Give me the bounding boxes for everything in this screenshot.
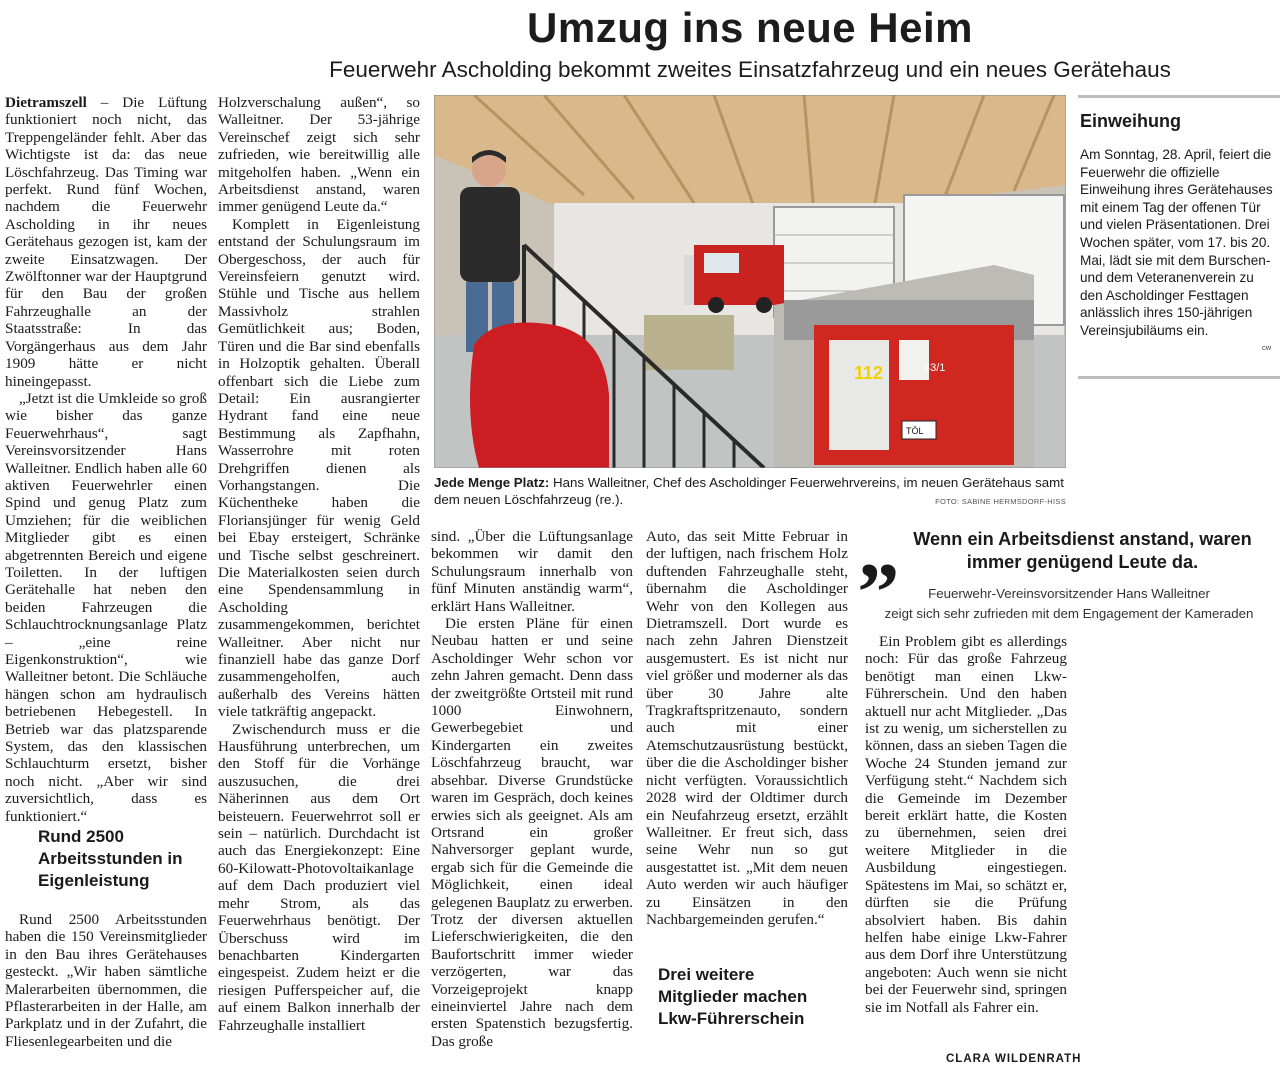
paragraph: Ein Problem gibt es allerdings noch: Für das große Fahrzeug benötigt man einen Lkw-Führerschein. Und den haben aktuell nur acht Mitglieder. „Das ist zu wenig, um sicherstellen zu können, dass an sieben Tagen die Woche 24 Stunden jemand zur Verfügung steht.“ Nachdem sich die Gemeinde im Dezember bereit erklärt hatte, die Kosten zu übernehmen, seien drei weitere Mitglieder in die Ausbildung eingestiegen. Spätestens im Mai, so schätzt er, dürften sie die Prüfung absolviert haben. Bis dahin helfen habe einige Lkw-Fahrer aus dem Dorf ihre Unterstützung angeboten: Auch wenn sie nicht bei der Feuerwehr sind, springen sie im Notfall als Fahrer ein. [865,633,1067,1016]
quote-mark-icon: „ [858,503,900,596]
paragraph: Rund 2500 Arbeitsstunden haben die 150 Vereinsmitglieder in den Bau ihres Gerätehauses gesteckt. „Wir haben sämtliche Malerarbeiten übernommen, die Pflasterarbeiten in der Halle, am Parkplatz und in der Zufahrt, die Fliesenlegearbeiten und die [5,911,207,1050]
pull-quote-text: Wenn ein Arbeitsdienst anstand, waren immer genügend Leute da. [913,529,1252,572]
paragraph: Holzverschalung außen“, so Walleitner. Der 53-jährige Vereinschef zeigt sich sehr zufrieden, wie bereitwillig alle mitgeholfen haben. „Wenn ein Arbeitsdienst anstand, waren immer genügend Leute da.“ [218,94,420,216]
caption-text: Hans Walleitner, Chef des Ascholdinger Feuerwehrvereins, im neuen Gerätehaus samt dem neuen Löschfahrzeug (re.). [434,475,1064,507]
article-headline: Umzug ins neue Heim [527,4,973,51]
pull-quote-attribution [860,584,1278,623]
paragraph: Auto, das seit Mitte Februar in der luftigen, nach frischem Holz duftenden Fahrzeughalle steht, übernahm die Ascholdinger Wehr von den Kollegen aus Dietramszell. Dort wurde es nach zehn Jahren Dienstzeit ausgemustert. Es ist nicht nur viel größer und moderner als das über 30 Jahre alte Tragkraftspritzenauto, sondern auch mit einer Atemschutzausrüstung bestückt, über die die Ascholdinger bisher nicht verfügten. Voraussichtlich 2028 wird der Oldtimer durch ein Neufahrzeug ersetzt, erzählt Walleitner. Er freut sich, dass seine Wehr nun so gut ausgestattet ist. „Mit dem neuen Auto werden wir auch häufiger zu Einsätzen in den Nachbargemeinden gerufen.“ [646,528,848,928]
fire-station-photo [434,95,1066,468]
article-subheadline: Feuerwehr Ascholding bekommt zweites Einsatzfahrzeug und ein neues Gerätehaus [329,57,1171,82]
paragraph: Komplett in Eigenleistung entstand der Schulungsraum im Obergeschoss, der auch für Vereinsfeiern genutzt wird. Stühle und Tische aus hellem Massivholz strahlen Gemütlichkeit aus; Boden, Türen und die Bar sind ebenfalls in Holzoptik gehalten. Überall offenbart sich die Liebe zum Detail: Ein ausrangierter Hydrant fand eine neue Bestimmung als Zapfhahn, Wasserrohre mit roten Drehgriffen dienen als Vorhangstangen. Die Küchentheke haben die Floriansjünger für wenig Geld bei Ebay ersteigert, Schränke und Tische selbst geschreinert. Die Materialkosten seien durch eine Spendensammlung in Ascholding zusammengekommen, berichtet Walleitner. Aber nicht nur finanziell habe das ganze Dorf zusammengeholfen, auch außerhalb des Vereins hätten viele tatkräftig angepackt. [218,215,420,721]
paragraph: Dietramszell – Die Lüftung funktioniert noch nicht, das Treppengeländer fehlt. Aber das Wichtigste ist da: das neue Löschfahrzeug. Das Timing war perfekt. Rund fünf Wochen, nachdem die Feuerwehr Ascholding in ihr neues Gerätehaus gezogen ist, kam der zweite Einsatzwagen. Der Zwölftonner war der Hauptgrund für den Bau der großen Fahrzeughalle an der Staatsstraße: In das Vorgängerhaus aus dem Jahr 1909 hätte er nicht hineingepasst. [5,94,208,390]
author-byline: CLARA WILDENRATH [946,1053,1082,1065]
text-column-4 [646,528,848,928]
attribution-line: Feuerwehr-Vereinsvorsitzender Hans Walleitner [928,586,1210,601]
text-column-2 [218,94,420,1034]
subheading-lkw-fuehrerschein: Drei weitere Mitglieder machen Lkw-Führerschein [658,965,808,1028]
paragraph: sind. „Über die Lüftungsanlage bekommen wir damit den Schulungsraum innerhalb von fünf Minuten anständig warm“, erklärt Hans Walleitner. [431,528,633,615]
truck-number: 112 [854,363,884,383]
info-box-signature: cw [1262,343,1272,352]
paragraph: Zwischendurch muss er die Hausführung unterbrechen, um den Stoff für die Vorhänge auszusuchen, die drei Näherinnen aus dem Ort beisteuern. Feuerwehrrot soll er sein – natürlich. Durchdacht ist auch das Energiekonzept: Eine 60-Kilowatt-Photovoltaikanlage auf dem Dach produziert viel mehr Strom, als das Feuerwehrhaus benötigt. Der Überschuss wird im benachbarten Kindergarten eingespeist. Zudem heizt er die riesigen Pufferspeicher auf, die auf einem Balkon innerhalb der Fahrzeughalle installiert [218,720,420,1034]
paragraph: „Jetzt ist die Umkleide so groß wie bisher das ganze Feuerwehrhaus“, sagt Vereinsvorsitzender Hans Walleitner. Endlich haben alle 60 aktiven Feuerwehrler einen Spind und genug Platz zum Umziehen; für die weiblichen Mitglieder gibt es einen abgetrennten Bereich und eigene Toiletten. In der luftigen Gerätehalle hat neben den beiden Fahrzeugen die Schlauchtrocknungsanlage Platz – „eine reine Eigenkonstruktion“, wie Walleitner betont. Die Schläuche hängen schon am hydraulisch betriebenen Hebegestell. In Betrieb war das platzsparende System, das den klassischen Schlauchturm ersetzt, bisher noch nicht. „Aber wir sind zuversichtlich, dass es funktioniert.“ [5,389,207,825]
text-column-5 [865,633,1067,1016]
info-box-text: Am Sonntag, 28. April, feiert die Feuerwehr die offizielle Einweihung ihres Gerätehauses mit einem Tag der offenen Tür und vielen Präsentationen. Drei Wochen später, vom 17. bis 20. Mai, lädt sie mit dem Burschen- und dem Veteranenverein zu den Ascholdinger Festtagen anlässlich ihres 150-jährigen Vereinsjubiläums ein. [1080,147,1273,338]
subheading-arbeitsstunden: Rund 2500 Arbeitsstunden in Eigenleistung [38,827,183,890]
caption-lead: Jede Menge Platz: [434,475,550,490]
truck-code: 43/1 [924,362,946,374]
photo-credit: FOTO: SABINE HERMSDORF-HISS [935,497,1066,506]
paragraph: Die ersten Pläne für einen Neubau hatten er und seine Ascholdinger Wehr schon vor zehn Jahren gemacht. Denn dass der zweitgrößte Ortsteil mit rund 1000 Einwohnern, Gewerbegebiet und Kindergarten ein zweites Löschfahrzeug braucht, war absehbar. Diverse Grundstücke waren im Gespräch, doch keines erwies sich als geeignet. Als am Ortsrand ein großer Nahversorger geplant wurde, ergab sich für die Gemeinde die Möglichkeit, einen ideal gelegenen Bauplatz zu erwerben. Trotz der diversen aktuellen Lieferschwierigkeiten, die den Baufortschritt immer wieder verzögerten, war das Vorzeigeprojekt knapp eineinviertel Jahre nach dem ersten Spatenstich bezugsfertig. Das große [431,615,633,1050]
dateline: Dietramszell [5,94,87,111]
attribution-line: zeigt sich sehr zufrieden mit dem Engagement der Kameraden [884,605,1254,621]
text-column-3 [431,528,633,1050]
text-column-1-continued [5,911,207,1050]
text-column-1 [5,94,207,825]
info-box-title: Einweihung [1080,111,1181,131]
license-plate: TÖL [906,426,924,436]
